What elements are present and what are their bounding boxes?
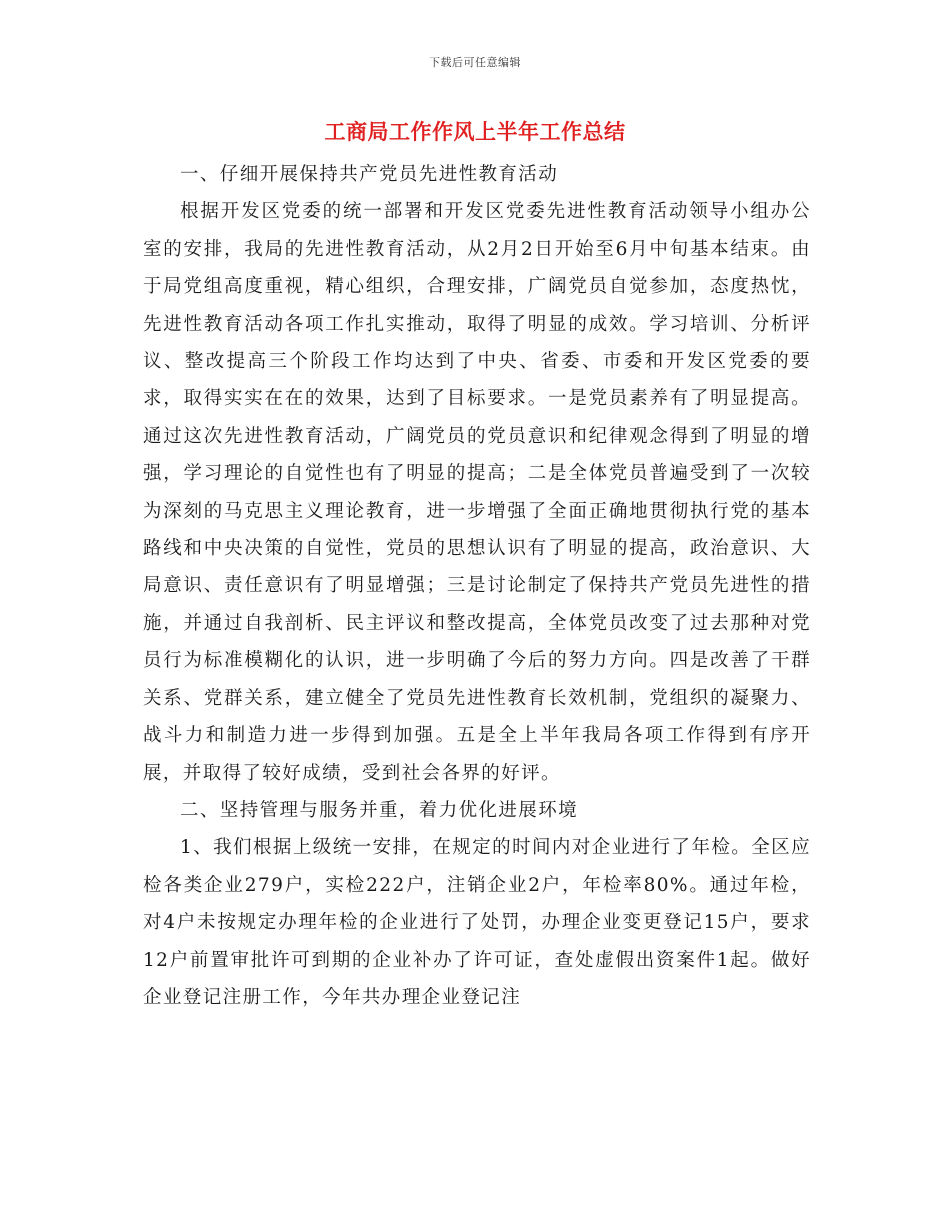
document-title: 工商局工作作风上半年工作总结: [324, 120, 626, 144]
paragraph-2: 1、我们根据上级统一安排，在规定的时间内对企业进行了年检。全区应检各类企业279户，实检222户，注销企业2户，年检率80%。通过年检，对4户未按规定办理年检的企业进行了处罚，办理企业变更登记15户，要求12户前置审批许可到期的企业补办了许可证，查处虚假出资案件1起。做好企业登记注册工作，今年共办理企业登记注: [143, 837, 811, 1008]
header-note: 下载后可任意编辑: [429, 56, 521, 69]
section-heading-2: 二、坚持管理与服务并重，着力优化进展环境: [180, 799, 579, 821]
section-heading-1: 一、仔细开展保持共产党员先进性教育活动: [180, 164, 559, 185]
document-body: [143, 156, 811, 1016]
paragraph-1: 根据开发区党委的统一部署和开发区党委先进性教育活动领导小组办公室的安排，我局的先进性教育活动，从2月2日开始至6月中旬基本结束。由于局党组高度重视，精心组织，合理安排，广阔党员自觉参加，态度热忱，先进性教育活动各项工作扎实推动，取得了明显的成效。学习培训、分析评议、整改提高三个阶段工作均达到了中央、省委、市委和开发区党委的要求，取得实实在在的效果，达到了目标要求。一是党员素养有了明显提高。通过这次先进性教育活动，广阔党员的党员意识和纪律观念得到了明显的增强，学习理论的自觉性也有了明显的提高；二是全体党员普遍受到了一次较为深刻的马克思主义理论教育，进一步增强了全面正确地贯彻执行党的基本路线和中央决策的自觉性，党员的思想认识有了明显的提高，政治意识、大局意识、责任意识有了明显增强；三是讨论制定了保持共产党员先进性的措施，并通过自我剖析、民主评议和整改提高，全体党员改变了过去那种对党员行为标准模糊化的认识，进一步明确了今后的努力方向。四是改善了干群关系、党群关系，建立健全了党员先进性教育长效机制，党组织的凝聚力、战斗力和制造力进一步得到加强。五是全上半年我局各项工作得到有序开展，并取得了较好成绩，受到社会各界的好评。: [143, 201, 811, 784]
